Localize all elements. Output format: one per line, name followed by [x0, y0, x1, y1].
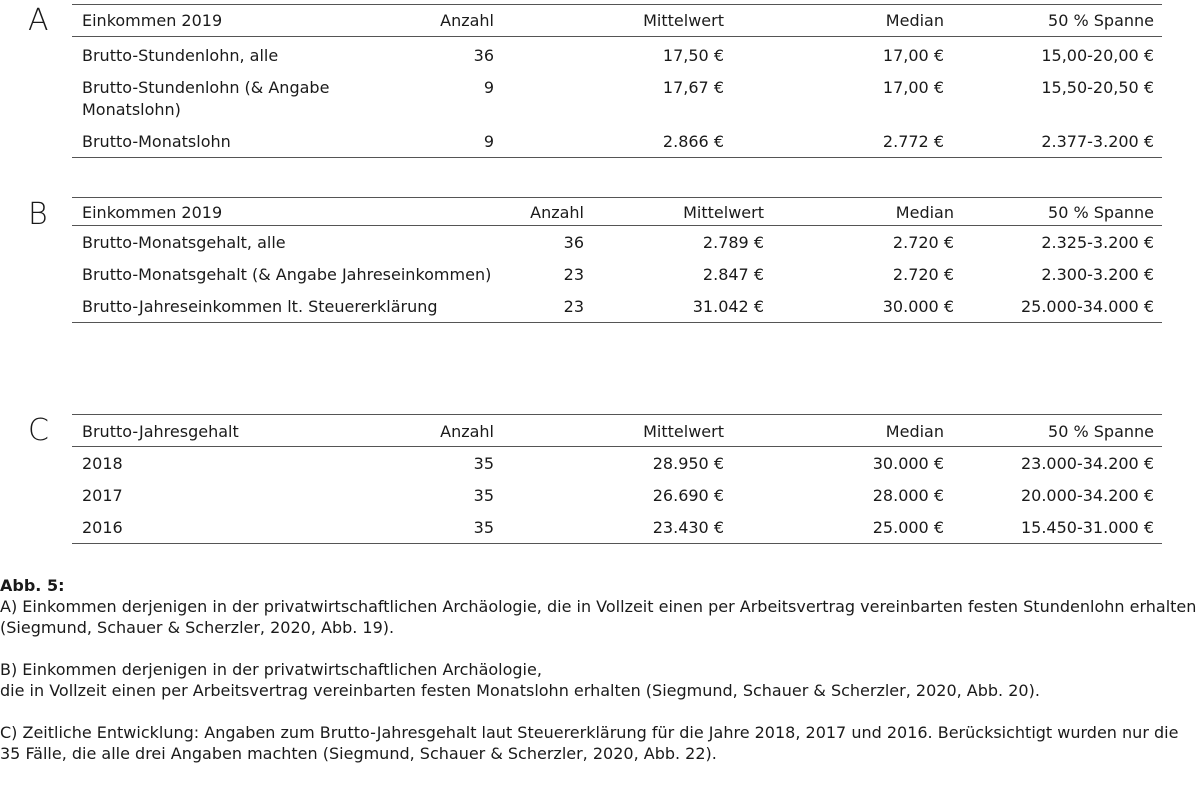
- row-median: 28.000 €: [872, 486, 944, 505]
- row-range: 23.000-34.200 €: [1020, 454, 1154, 473]
- caption-paragraph-b-line2: die in Vollzeit einen per Arbeitsvertrag vereinbarten festen Monatslohn erhalten (Siegmund, Schauer & Scherzler, 2020, Abb. 20).: [0, 681, 1040, 700]
- table-header-range: 50 % Spanne: [952, 5, 1162, 37]
- row-median: 30.000 €: [872, 454, 944, 473]
- row-range: 2.325-3.200 €: [1041, 233, 1154, 252]
- row-mean: 2.866 €: [662, 132, 724, 151]
- table-row: [72, 226, 1162, 255]
- table-header-label: Brutto-Jahresgehalt: [72, 415, 412, 447]
- caption-paragraph-b: [0, 659, 1200, 701]
- row-label: 2018: [82, 454, 123, 473]
- panel-letter-c: C: [28, 413, 49, 448]
- table-row: [72, 121, 1162, 158]
- row-mean: 2.847 €: [702, 265, 764, 284]
- caption-title: Abb. 5:: [0, 576, 65, 595]
- row-median: 2.772 €: [882, 132, 944, 151]
- row-mean: 2.789 €: [702, 233, 764, 252]
- row-mean: 23.430 €: [652, 518, 724, 537]
- row-median: 30.000 €: [882, 297, 954, 316]
- row-count: 35: [473, 518, 494, 537]
- row-label: Brutto-Stundenlohn, alle: [82, 46, 279, 65]
- table-row: [72, 37, 1162, 68]
- row-median: 2.720 €: [892, 265, 954, 284]
- row-range: 15,00-20,00 €: [1041, 46, 1154, 65]
- row-range: 15,50-20,50 €: [1041, 78, 1154, 97]
- caption-paragraph-a: A) Einkommen derjenigen in der privatwirtschaftlichen Archäologie, die in Vollzeit einen per Arbeitsvertrag vereinbarten festen Stundenlohn erhalten (Siegmund, Schauer & Scherzler, 2020, Abb. 19).: [0, 597, 1197, 637]
- table-header-mean: Mittelwert: [502, 5, 732, 37]
- row-mean: 31.042 €: [692, 297, 764, 316]
- table-row: [72, 447, 1162, 476]
- row-range: 2.300-3.200 €: [1041, 265, 1154, 284]
- panel-letter-b: B: [28, 197, 48, 232]
- table-row: [72, 507, 1162, 544]
- caption-paragraph-b-line1: B) Einkommen derjenigen in der privatwirtschaftlichen Archäologie,: [0, 660, 542, 679]
- row-range: 2.377-3.200 €: [1041, 132, 1154, 151]
- table-header-count: Anzahl: [412, 5, 502, 37]
- table-row: [72, 286, 1162, 323]
- row-median: 2.720 €: [892, 233, 954, 252]
- row-mean: 17,50 €: [662, 46, 724, 65]
- table-header-range: 50 % Spanne: [962, 198, 1162, 226]
- panel-letter-a: A: [28, 3, 49, 38]
- row-mean: 17,67 €: [662, 78, 724, 97]
- table-header-mean: Mittelwert: [502, 415, 732, 447]
- row-label: Brutto-Monatsgehalt (& Angabe Jahreseinkommen): [82, 265, 492, 284]
- table-header-median: Median: [732, 5, 952, 37]
- row-mean: 28.950 €: [652, 454, 724, 473]
- row-count: 35: [473, 454, 494, 473]
- row-count: 23: [563, 297, 584, 316]
- table-header-median: Median: [772, 198, 962, 226]
- row-median: 25.000 €: [872, 518, 944, 537]
- row-count: 9: [483, 132, 494, 151]
- table-header-count: Anzahl: [502, 198, 592, 226]
- table-b: [72, 197, 1162, 323]
- table-a: [72, 4, 1162, 158]
- row-label: Brutto-Stundenlohn (& Angabe Monatslohn): [82, 78, 330, 119]
- row-median: 17,00 €: [882, 78, 944, 97]
- row-mean: 26.690 €: [652, 486, 724, 505]
- table-header-label: Einkommen 2019: [72, 198, 502, 226]
- row-range: 15.450-31.000 €: [1020, 518, 1154, 537]
- table-header-label: Einkommen 2019: [72, 5, 412, 37]
- table-row: [72, 254, 1162, 286]
- row-label: Brutto-Monatsgehalt, alle: [82, 233, 286, 252]
- row-range: 25.000-34.000 €: [1020, 297, 1154, 316]
- table-header-median: Median: [732, 415, 952, 447]
- table-header-count: Anzahl: [412, 415, 502, 447]
- table-row: [72, 67, 1162, 121]
- row-label: Brutto-Jahreseinkommen lt. Steuererklärung: [82, 297, 438, 316]
- row-label: 2017: [82, 486, 123, 505]
- caption-paragraph-c: C) Zeitliche Entwicklung: Angaben zum Brutto-Jahresgehalt laut Steuererklärung für die Jahre 2018, 2017 und 2016. Berücksichtigt wurden nur die 35 Fälle, die alle drei Angaben machten (Siegmund, Schauer & Scherzler, 2020, Abb. 22).: [0, 723, 1179, 763]
- table-header-mean: Mittelwert: [592, 198, 772, 226]
- table-header-range: 50 % Spanne: [952, 415, 1162, 447]
- row-count: 9: [483, 78, 494, 97]
- row-median: 17,00 €: [882, 46, 944, 65]
- row-label: Brutto-Monatslohn: [82, 132, 231, 151]
- row-count: 35: [473, 486, 494, 505]
- figure-caption: [0, 575, 1200, 785]
- row-label: 2016: [82, 518, 123, 537]
- row-count: 36: [563, 233, 584, 252]
- row-count: 23: [563, 265, 584, 284]
- table-row: [72, 475, 1162, 507]
- row-count: 36: [473, 46, 494, 65]
- table-c: [72, 414, 1162, 544]
- row-range: 20.000-34.200 €: [1020, 486, 1154, 505]
